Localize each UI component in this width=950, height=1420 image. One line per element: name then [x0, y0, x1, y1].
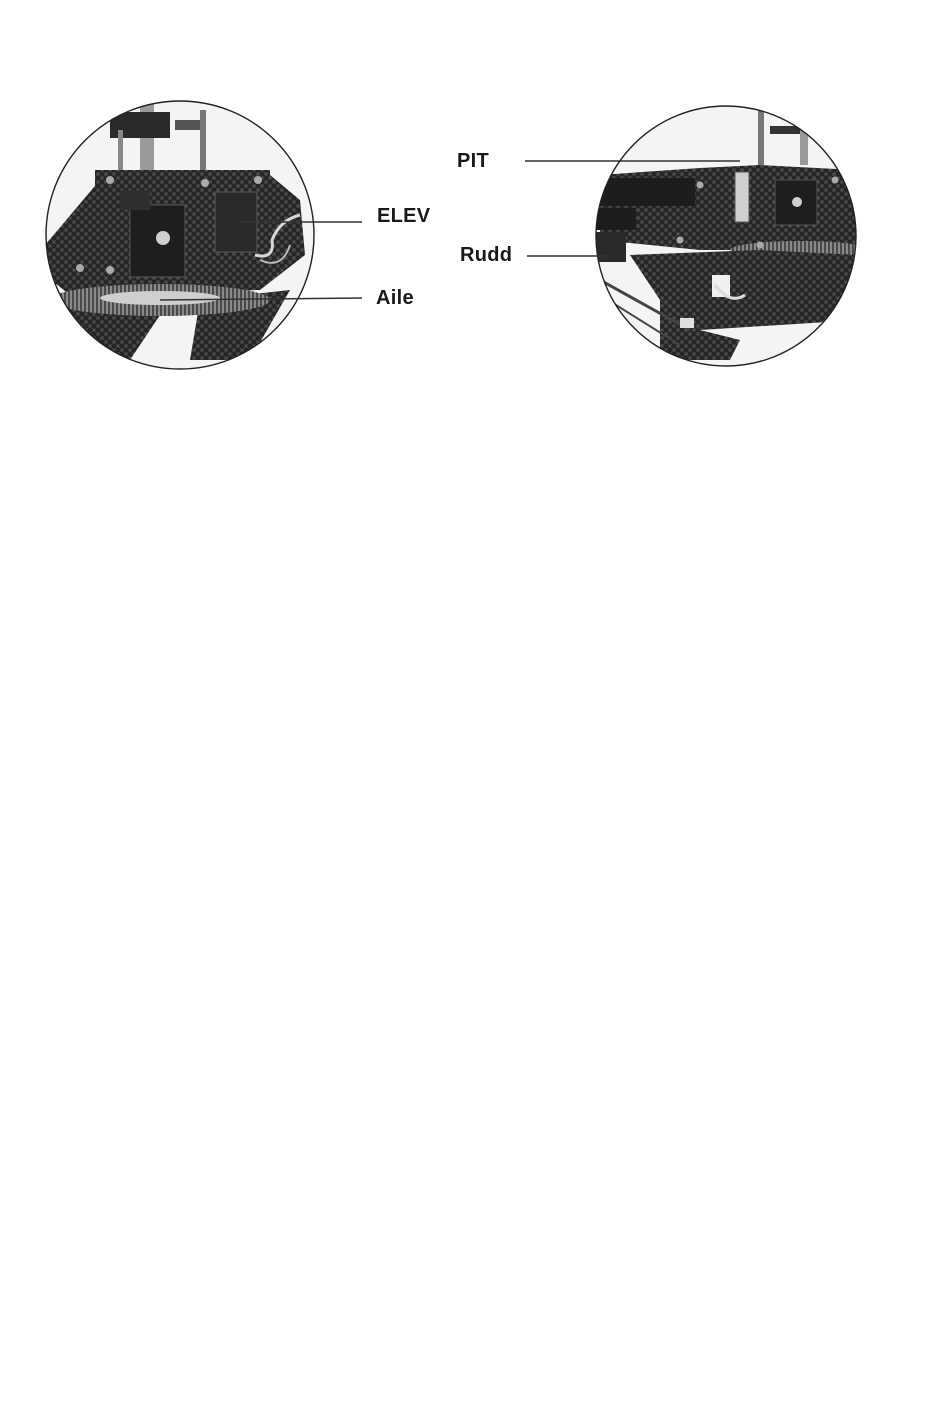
pit-label: PIT — [457, 150, 490, 172]
rudd-label: Rudd — [460, 244, 513, 266]
left-servo-photo — [40, 95, 320, 375]
aile-label: Aile — [376, 287, 414, 309]
servo-layout-figure — [0, 0, 950, 420]
right-servo-photo — [596, 105, 870, 367]
elev-label: ELEV — [377, 205, 431, 227]
servo-photos — [0, 0, 950, 420]
